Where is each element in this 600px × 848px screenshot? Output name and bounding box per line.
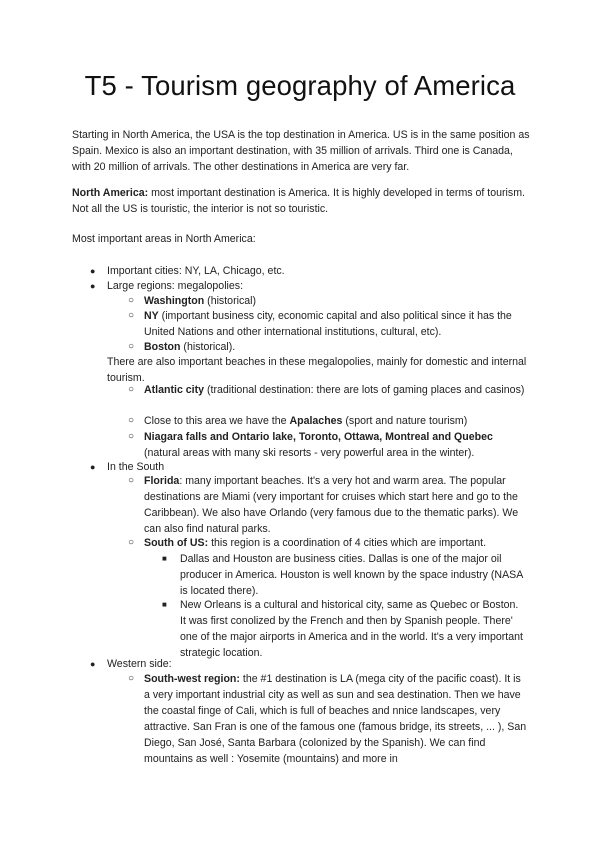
southwest-label: South-west region: bbox=[144, 673, 240, 685]
bullet-circle-icon: ○ bbox=[128, 310, 135, 321]
boston-text: (historical). bbox=[180, 341, 236, 353]
niagara-text: (natural areas with many ski resorts - very powerful area in the winter). bbox=[144, 447, 475, 459]
bullet-square-icon: ■ bbox=[162, 554, 167, 563]
niagara-label: Niagara falls and Ontario lake, Toronto, Ottawa, Montreal and Quebec bbox=[144, 431, 493, 443]
bullet-dot-icon: ● bbox=[90, 462, 96, 472]
atlantic-text: (traditional destination: there are lots of gaming places and casinos) bbox=[204, 384, 525, 396]
bullet-circle-icon: ○ bbox=[128, 384, 135, 395]
north-america-text: most important destination is America. It is highly developed in terms of tourism. Not all the US is touristic, the interior is not so touristic. bbox=[72, 187, 525, 215]
bullet-dot-icon: ● bbox=[90, 659, 96, 669]
list-item-regions: Large regions: megalopolies: bbox=[107, 280, 244, 292]
apalaches-label: Apalaches bbox=[289, 415, 343, 427]
list-item-south: In the South bbox=[107, 461, 165, 473]
list-item-dallas: Dallas and Houston are business cities. Dallas is one of the major oil producer in America. Houston is well known by the space industry (NASA is located there). bbox=[180, 553, 523, 597]
list-item-ny bbox=[144, 308, 527, 340]
southus-label: South of US: bbox=[144, 537, 209, 549]
bullet-circle-icon: ○ bbox=[128, 415, 135, 426]
north-america-label: North America: bbox=[72, 187, 149, 199]
document-title: T5 - Tourism geography of America bbox=[84, 70, 516, 101]
list-item-apalaches bbox=[144, 413, 527, 429]
list-item-niagara bbox=[144, 429, 527, 461]
bullet-circle-icon: ○ bbox=[128, 673, 135, 684]
washington-label: Washington bbox=[144, 295, 205, 307]
ny-text: (important business city, economic capital and also political since it has the United Nations and other international institutions, cultural, etc). bbox=[144, 310, 512, 338]
southus-text: this region is a coordination of 4 cities which are important. bbox=[208, 537, 487, 549]
north-america-paragraph bbox=[72, 185, 532, 217]
beaches-paragraph: There are also important beaches in these megalopolies, mainly for domestic and internal tourism. bbox=[107, 356, 527, 384]
bullet-circle-icon: ○ bbox=[128, 295, 135, 306]
bullet-circle-icon: ○ bbox=[128, 431, 135, 442]
southwest-text: the #1 destination is LA (mega city of the pacific coast). It is a very important industrial city as well as sun and sea destination. Then we have the coastal finge of Cali, which is full of beaches and nnice landscapes, very attractive. San Fran is one of the famous one (famous bridge, its streets, ... ), San Diego, San José, Santa Barbara (colonized by the Spanish). We can find mountains as well : Yosemite (mountains) and more in bbox=[144, 673, 527, 765]
bullet-circle-icon: ○ bbox=[128, 341, 135, 352]
bullet-square-icon: ■ bbox=[162, 600, 167, 609]
areas-heading: Most important areas in North America: bbox=[72, 233, 256, 245]
list-item-atlantic-city bbox=[144, 382, 527, 398]
bullet-dot-icon: ● bbox=[90, 281, 96, 291]
apalaches-text: (sport and nature tourism) bbox=[342, 415, 468, 427]
apalaches-prefix: Close to this area we have the bbox=[144, 415, 290, 427]
list-item-western: Western side: bbox=[107, 658, 172, 670]
intro-paragraph: Starting in North America, the USA is the top destination in America. US is in the same position as Spain. Mexico is also an important destination, with 35 million of arrivals. Third one is Canada, with 20 million of arrivals. The other destinations in America are very far. bbox=[72, 129, 530, 173]
washington-text: (historical) bbox=[204, 295, 257, 307]
ny-label: NY bbox=[144, 310, 159, 322]
list-item-washington bbox=[144, 293, 527, 309]
florida-text: : many important beaches. It's a very hot and warm area. The popular destinations are Miami (very important for cruises which start here and go to the Caribbean). We also have Orlando (very famous due to the thematic parks). We can also find natural parks. bbox=[144, 475, 519, 535]
list-item-southwest bbox=[144, 671, 527, 767]
bullet-circle-icon: ○ bbox=[128, 475, 135, 486]
list-item-cities: Important cities: NY, LA, Chicago, etc. bbox=[107, 265, 285, 277]
list-item-new-orleans: New Orleans is a cultural and historical city, same as Quebec or Boston. It was first conolized by the French and then by Spanish people. There' one of the major airports in America and in the world. It's a very important strategic location. bbox=[180, 599, 523, 659]
bullet-circle-icon: ○ bbox=[128, 537, 135, 548]
boston-label: Boston bbox=[144, 341, 181, 353]
list-item-florida bbox=[144, 473, 527, 537]
bullet-dot-icon: ● bbox=[90, 266, 96, 276]
florida-label: Florida bbox=[144, 475, 180, 487]
list-item-boston bbox=[144, 339, 527, 355]
atlantic-label: Atlantic city bbox=[144, 384, 205, 396]
list-item-south-us bbox=[144, 535, 527, 551]
